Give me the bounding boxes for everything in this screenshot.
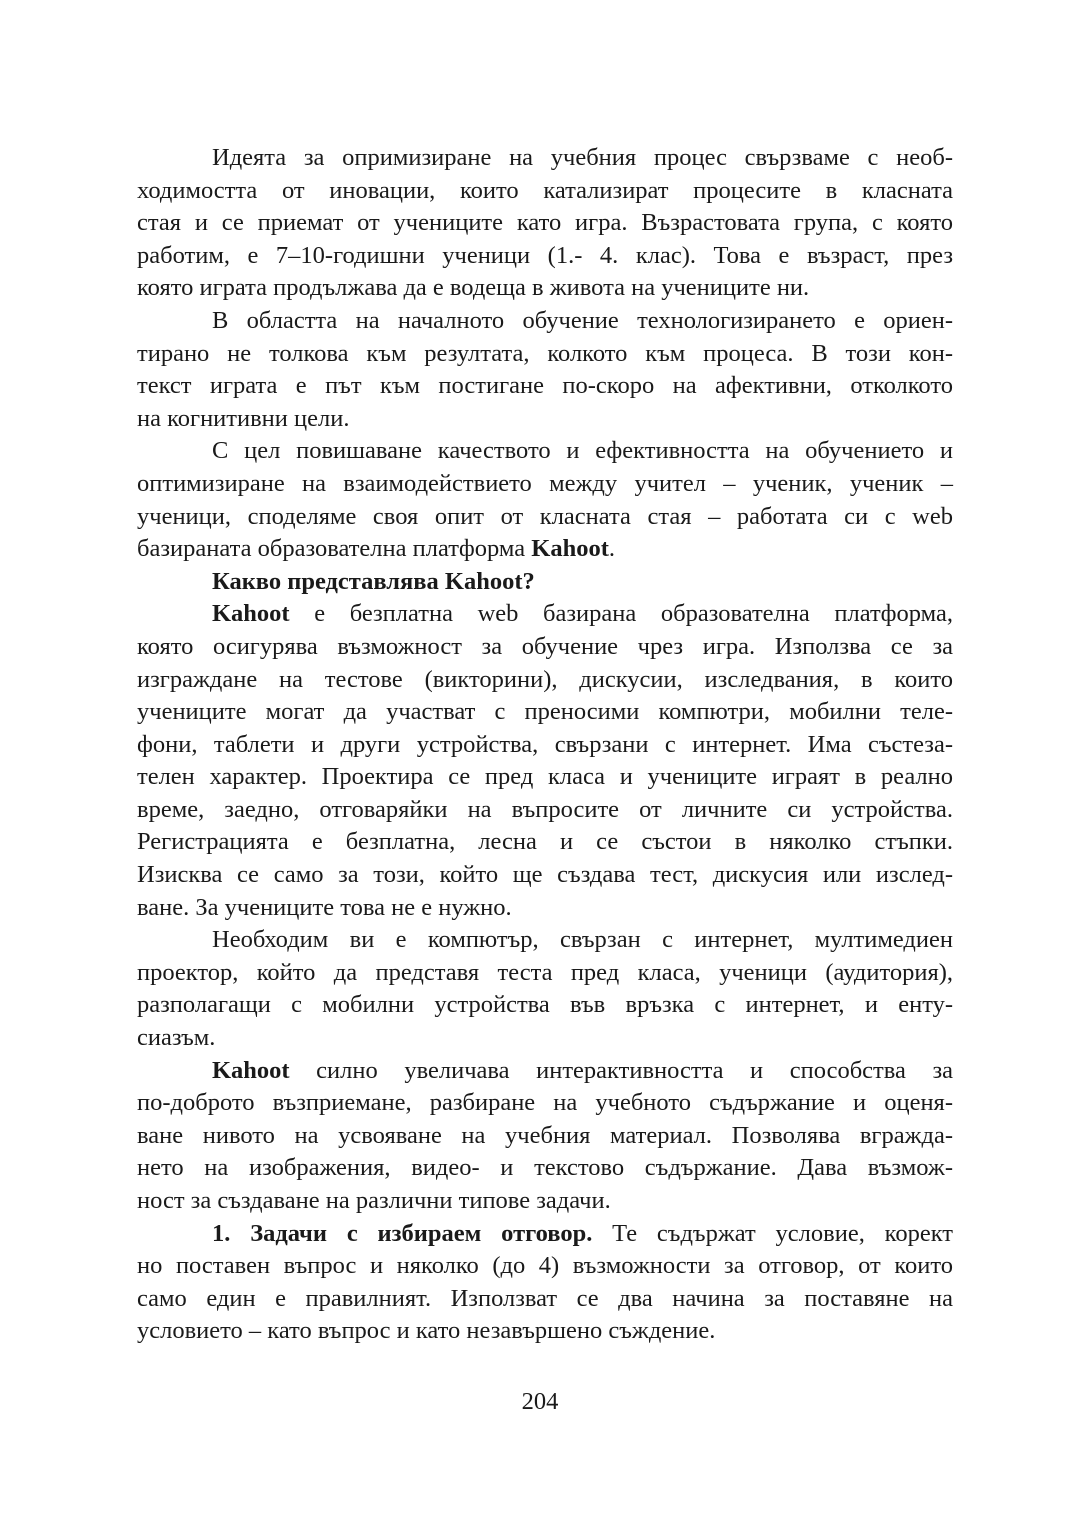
- text-segment: .: [608, 535, 615, 563]
- text-line: по-доброто възприемане, разбиране на учебното съдържание и оценя-: [137, 1089, 953, 1117]
- text-segment: Те съдържат условие, корект: [592, 1219, 953, 1247]
- text-line: Необходим ви е компютър, свързан с интернет, мултимедиен: [212, 926, 953, 954]
- text-segment: силно увеличава интерактивността и способства за: [289, 1056, 953, 1084]
- text-segment: базираната образователна платформа: [137, 535, 532, 563]
- text-line: проектор, който да представя теста пред класа, ученици (аудитория),: [137, 958, 953, 986]
- page-number: 204: [521, 1388, 559, 1415]
- text-line: телен характер. Проектира се пред класа и учениците играят в реално: [137, 763, 953, 791]
- bold-term: Kahoot: [212, 600, 290, 628]
- text-line: В областта на началното обучение технологизирането е ориен-: [212, 306, 953, 334]
- text-line: която играта продължава да е водеща в живота на учениците ни.: [137, 274, 810, 302]
- text-line: условието – като въпрос и като незавършено съждение.: [137, 1317, 716, 1345]
- text-line: Изисква се само за този, който ще създава тест, дискусия или изслед-: [137, 861, 953, 889]
- bold-term: Kahoot: [531, 535, 609, 563]
- text-line: фони, таблети и други устройства, свързани с интернет. Има състеза-: [137, 730, 953, 758]
- text-segment: е безплатна web базирана образователна платформа,: [289, 600, 953, 628]
- text-line: ване нивото на усвояване на учебния материал. Позволява вгражда-: [137, 1121, 953, 1149]
- text-line: но поставен въпрос и няколко (до 4) възможности за отговор, от които: [137, 1252, 953, 1280]
- text-line: която осигурява възможност за обучение чрез игра. Използва се за: [137, 632, 953, 660]
- text-line: само един е правилният. Използват се два начина за поставяне на: [137, 1284, 953, 1312]
- bold-term: Kahoot: [212, 1056, 290, 1084]
- text-line: ходимостта от иновации, които катализират процесите в класната: [137, 176, 953, 204]
- text-line: Идеята за опримизиране на учебния процес свързваме с необ-: [212, 144, 953, 171]
- text-line: текст играта е път към постигане по-скоро на афективни, отколкото: [137, 372, 953, 400]
- text-line: [137, 1055, 953, 1088]
- text-line: [137, 533, 953, 566]
- text-line: ученици, споделяме своя опит от класната стая – работата си с web: [137, 502, 953, 530]
- text-line: ност за създаване на различни типове задачи.: [137, 1187, 611, 1214]
- text-line: време, заедно, отговаряйки на въпросите от личните си устройства.: [137, 795, 953, 823]
- text-line: С цел повишаване качеството и ефективността на обучението и: [212, 437, 953, 465]
- section-heading: [137, 566, 953, 599]
- text-line: [137, 1218, 953, 1251]
- text-line: Регистрацията е безплатна, лесна и се състои в няколко стъпки.: [137, 828, 953, 856]
- text-line: изграждане на тестове (викторини), дискусии, изследвания, в които: [137, 665, 953, 693]
- text-line: тирано не толкова към резултата, колкото към процеса. В този кон-: [137, 339, 953, 367]
- text-line: нето на изображения, видео- и текстово съдържание. Дава възмож-: [137, 1154, 953, 1182]
- bold-term: 1. Задачи с избираем отговор.: [212, 1219, 593, 1247]
- text-line: работим, е 7–10-годишни ученици (1.- 4. клас). Това е възраст, през: [137, 241, 953, 269]
- text-line: оптимизиране на взаимодействието между учител – ученик, ученик –: [137, 469, 953, 497]
- heading-text: Какво представлява Kahoot?: [212, 567, 535, 595]
- text-line: стая и се приемат от учениците като игра. Възрастовата група, с която: [137, 209, 953, 237]
- text-line: учениците могат да участват с преносими компютри, мобилни теле-: [137, 698, 953, 726]
- text-line: разполагащи с мобилни устройства във връзка с интернет, и енту-: [137, 991, 953, 1019]
- text-line: ване. За учениците това не е нужно.: [137, 893, 512, 921]
- body-text: [137, 142, 953, 1348]
- text-line: сиазъм.: [137, 1024, 216, 1052]
- text-line: [137, 598, 953, 631]
- text-line: на когнитивни цели.: [137, 404, 350, 432]
